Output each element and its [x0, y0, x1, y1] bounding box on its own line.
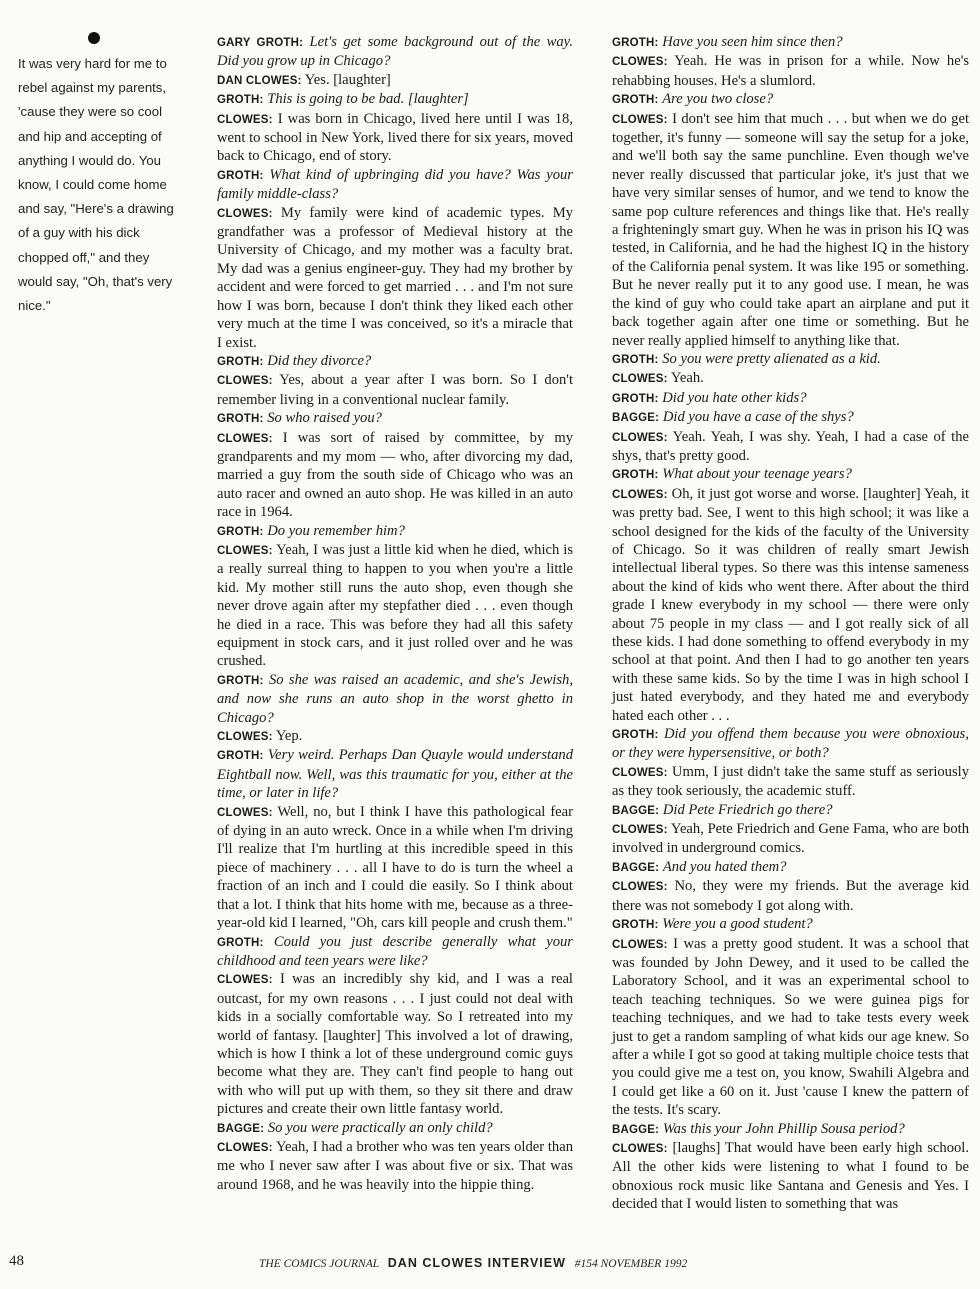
- question-text: So who raised you?: [267, 410, 382, 427]
- question-text: Let's get some background out of the way. Did you grow up in Chicago?: [217, 34, 574, 70]
- speaker-label: GROTH:: [217, 413, 264, 426]
- speaker-label: DAN CLOWES:: [217, 74, 302, 87]
- speaker-label: GROTH:: [217, 936, 264, 949]
- answer-text: I was a pretty good student. It was a school that was founded by John Dewey, and it used to be called the Laboratory School, and it was an experimental school to teach teaching techniques. So we were guinea pigs for teaching techniques, and we had to take tests every week just to get a random sampling of what kids our age knew. So after a while I got so good at taking multiple choice tests that you could give me a test on, you know, Swahili Algebra and I could get like a 60 on it. Just 'cause I knew the pattern of the tests. It's scary.: [612, 935, 969, 1119]
- speaker-label: CLOWES:: [612, 373, 668, 386]
- speaker-label: GROTH:: [612, 353, 659, 366]
- answer-text: [laughs] That would have been early high school. All the other kids were listening to what I found to be obnoxious rock music like Santana and Genesis and Yes. I decided that I would listen to something that was: [612, 1139, 969, 1213]
- answer-text: Umm, I just didn't take the same stuff as seriously as they took seriously, the academic stuff.: [612, 763, 970, 800]
- interview-paragraph: [217, 1119, 573, 1138]
- speaker-label: BAGGE:: [612, 861, 660, 874]
- bullet-decoration: [88, 32, 100, 44]
- interview-paragraph: [612, 801, 969, 820]
- question-text: And you hated them?: [662, 858, 787, 875]
- speaker-label: CLOWES:: [612, 766, 668, 779]
- answer-text: No, they were my friends. But the average kid there was not somebody I got along with.: [612, 878, 969, 914]
- interview-paragraph: [612, 915, 969, 934]
- speaker-label: CLOWES:: [612, 488, 668, 501]
- speaker-label: CLOWES:: [612, 824, 668, 837]
- interview-paragraph: [217, 933, 573, 971]
- interview-paragraph: [612, 858, 969, 877]
- footer-credit: [259, 1256, 687, 1270]
- answer-text: My family were kind of academic types. My grandfather was a professor of Medieval history at the University of Chicago, and my mother was a faculty brat. My dad was a genius engineer-guy. They had my brother by accident and were forced to get married . . . and I'm not sure how I was born, because I don't think they liked each other very much at the time I was conceived, so it's a miracle that I exist.: [217, 204, 573, 351]
- speaker-label: CLOWES:: [217, 974, 273, 987]
- speaker-label: GROTH:: [217, 525, 264, 538]
- speaker-label: CLOWES:: [217, 207, 273, 220]
- answer-text: Well, no, but I think I have this pathological fear of dying in an auto wreck. Once in a while when I'm driving I'll realize that I'm hurtling at this incredible speed in this piece of machinery . . . all I have to do is turn the wheel a fraction of an inch and I could die easily. So I think about that a lot. I think that hits home with me, because as a three-year-old kid I learned, "Oh, cars kill people and crush them.": [217, 803, 573, 932]
- speaker-label: CLOWES:: [217, 806, 273, 819]
- answer-text: Yeah, I was just a little kid when he died, which is a really surreal thing to happen to you when you're a little kid. My mother still runs the auto shop, even though she never drove again after my stepfather died . . . even though he died in a race. This was before they had all this safety equipment in stock cars, and it just rolled over and he was crushed.: [217, 541, 574, 670]
- answer-text: Yeah.: [670, 370, 704, 387]
- interview-column-left: [217, 33, 573, 1194]
- interview-paragraph: [217, 371, 573, 409]
- speaker-label: CLOWES:: [612, 431, 668, 444]
- speaker-label: BAGGE:: [612, 1123, 660, 1136]
- speaker-label: BAGGE:: [612, 412, 660, 425]
- speaker-label: GROTH:: [217, 355, 264, 368]
- question-text: Did you have a case of the shys?: [662, 409, 854, 426]
- speaker-label: CLOWES:: [612, 938, 668, 951]
- interview-paragraph: [612, 820, 969, 858]
- interview-paragraph: [217, 541, 573, 671]
- question-text: So you were practically an only child?: [267, 1119, 493, 1136]
- interview-paragraph: [612, 33, 969, 52]
- page-footer: [0, 1254, 980, 1276]
- interview-paragraph: [217, 409, 573, 428]
- speaker-label: BAGGE:: [612, 804, 660, 817]
- speaker-label: GROTH:: [612, 94, 659, 107]
- interview-paragraph: [612, 1139, 969, 1214]
- interview-paragraph: [612, 389, 969, 408]
- speaker-label: GROTH:: [217, 674, 264, 687]
- question-text: Were you a good student?: [662, 916, 813, 933]
- speaker-label: CLOWES:: [612, 113, 668, 126]
- interview-paragraph: [217, 522, 573, 541]
- interview-paragraph: [612, 1120, 969, 1139]
- speaker-label: CLOWES:: [217, 544, 273, 557]
- speaker-label: CLOWES:: [612, 1142, 668, 1155]
- interview-paragraph: [217, 671, 573, 727]
- interview-paragraph: [612, 485, 969, 725]
- question-text: Did Pete Friedrich go there?: [662, 801, 833, 818]
- speaker-label: CLOWES:: [217, 1141, 273, 1154]
- footer-title: DAN CLOWES INTERVIEW: [387, 1256, 566, 1270]
- speaker-label: CLOWES:: [217, 731, 273, 744]
- speaker-label: CLOWES:: [612, 56, 668, 69]
- interview-paragraph: [217, 352, 573, 371]
- answer-text: Yes, about a year after I was born. So I don't remember living in a conventional nuclear family.: [217, 372, 573, 408]
- question-text: So you were pretty alienated as a kid.: [662, 350, 881, 367]
- speaker-label: GROTH:: [217, 750, 264, 763]
- speaker-label: GROTH:: [612, 392, 659, 405]
- answer-text: Yeah, Pete Friedrich and Gene Fama, who are both involved in underground comics.: [612, 821, 969, 857]
- interview-paragraph: [612, 90, 969, 109]
- interview-paragraph: [612, 369, 969, 388]
- footer-journal: THE COMICS JOURNAL: [259, 1258, 379, 1270]
- footer-issue: #154 NOVEMBER 1992: [574, 1258, 688, 1270]
- interview-paragraph: [217, 746, 573, 802]
- question-text: What about your teenage years?: [662, 466, 852, 483]
- question-text: So she was raised an academic, and she's Jewish, and now she runs an auto shop in the worst ghetto in Chicago?: [217, 671, 573, 726]
- question-text: Have you seen him since then?: [662, 34, 843, 50]
- interview-paragraph: [612, 52, 969, 90]
- speaker-label: CLOWES:: [217, 432, 273, 445]
- speaker-label: CLOWES:: [217, 375, 273, 388]
- question-text: Do you remember him?: [267, 522, 405, 539]
- answer-text: Yeah. He was in prison for a while. Now he's rehabbing houses. He's a slumlord.: [612, 53, 969, 89]
- answer-text: I was born in Chicago, lived here until I was 18, went to school in New York, lived there for six years, moved back to Chicago, end of story.: [217, 110, 573, 165]
- question-text: Could you just describe generally what your childhood and teen years were like?: [217, 933, 573, 969]
- question-text: Are you two close?: [662, 91, 774, 108]
- interview-paragraph: [612, 465, 969, 484]
- question-text: What kind of upbringing did you have? Was your family middle-class?: [217, 166, 573, 203]
- interview-paragraph: [612, 935, 969, 1120]
- interview-paragraph: [217, 1138, 573, 1194]
- answer-text: I was sort of raised by committee, by my grandparents and my mom — who, after divorcing my dad, married a guy from the south side of Chicago who was an auto racer and owned an auto shop. He was killed in an auto race in 1964.: [217, 429, 573, 521]
- interview-paragraph: [217, 429, 573, 522]
- interview-paragraph: [217, 90, 573, 109]
- answer-text: Yeah. Yeah, I was shy. Yeah, I had a case of the shys, that's pretty good.: [612, 428, 969, 464]
- interview-paragraph: [612, 763, 969, 801]
- speaker-label: CLOWES:: [217, 113, 273, 126]
- question-text: Very weird. Perhaps Dan Quayle would understand Eightball now. Well, was this traumatic for you, either at the time, or later in life?: [217, 747, 573, 802]
- answer-text: Oh, it just got worse and worse. [laughter] Yeah, it was pretty bad. See, I went to this high school; it was like a school designed for the kids of the faculty of the University of Chicago. So it was children of really smart Jewish intellectual liberal types. So there was this intense sameness about the kind of kids who went there. After about the third grade I knew everybody in my school — there were only about 75 people in my class — and I got really sick of all these kids. I had done something to offend everybody in my school at that point. And then I had to go another ten years with these same kids. So by the time I was in high school I just hated everybody, and they hated me and everybody hated each other . . .: [612, 485, 969, 724]
- interview-paragraph: [217, 204, 573, 352]
- answer-text: I don't see him that much . . . but when we do get together, it's funny — someone will say the setup for a joke, and we'll both say the same punchline. Even though we've never really discussed that particular joke, it's just that we have very similar senses of humor, and we tend to know the same pop culture references and things like that. He's really a frighteningly smart guy. When he was in prison his IQ was tested, in California, and he had the highest IQ in the history of the California penal system. It was like 195 or something. But he never really put it to any good use. I mean, he was the kind of guy who could take apart an airplane and put it back together again after one time or something. But he never really applied himself to anything like that.: [612, 110, 969, 349]
- interview-paragraph: [612, 408, 969, 427]
- question-text: Did you hate other kids?: [662, 389, 807, 406]
- interview-paragraph: [217, 727, 573, 746]
- question-text: This is going to be bad. [laughter]: [267, 91, 469, 108]
- interview-paragraph: [217, 803, 573, 933]
- speaker-label: GROTH:: [217, 94, 264, 107]
- speaker-label: BAGGE:: [217, 1122, 265, 1135]
- speaker-label: CLOWES:: [612, 881, 668, 894]
- answer-text: I was an incredibly shy kid, and I was a real outcast, for my own reasons . . . I just could not deal with kids in a socially comfortable way. So I retreated into my world of fantasy. [laughter] This involved a lot of drawing, which is how I think a lot of these underground comic guys become what they are. They can't find people to hang out with who will put up with them, so they sit there and draw pictures and create their own little fantasy world.: [217, 971, 573, 1118]
- interview-paragraph: [612, 110, 969, 350]
- interview-paragraph: [217, 166, 573, 204]
- speaker-label: GROTH:: [612, 729, 659, 742]
- question-text: Was this your John Phillip Sousa period?: [662, 1120, 905, 1137]
- speaker-label: GROTH:: [612, 469, 659, 482]
- interview-paragraph: [612, 877, 969, 915]
- interview-paragraph: [612, 428, 969, 466]
- interview-paragraph: [217, 970, 573, 1118]
- speaker-label: GARY GROTH:: [217, 37, 304, 49]
- interview-paragraph: [217, 33, 573, 71]
- interview-column-right: [612, 33, 969, 1214]
- speaker-label: GROTH:: [612, 37, 659, 49]
- answer-text: Yes. [laughter]: [304, 71, 391, 88]
- interview-paragraph: [217, 71, 573, 90]
- answer-text: Yeah, I had a brother who was ten years older than me who I never saw after I was about five or six. That was around 1968, and he was heavily into the hippie thing.: [217, 1138, 574, 1193]
- page-number: 48: [9, 1253, 24, 1269]
- interview-paragraph: [217, 110, 573, 166]
- speaker-label: GROTH:: [612, 919, 659, 932]
- interview-paragraph: [612, 725, 969, 763]
- question-text: Did you offend them because you were obnoxious, or they were hypersensitive, or both?: [612, 726, 969, 762]
- answer-text: Yep.: [275, 728, 303, 745]
- interview-paragraph: [612, 350, 969, 369]
- speaker-label: GROTH:: [217, 169, 264, 182]
- question-text: Did they divorce?: [267, 352, 372, 369]
- pull-quote: It was very hard for me to rebel against my parents, 'cause they were so cool and hip and accepting of anything I would do. You know, I could come home and say, "Here's a drawing of a guy with his dick chopped off," and they would say, "Oh, that's very nice.": [18, 56, 174, 314]
